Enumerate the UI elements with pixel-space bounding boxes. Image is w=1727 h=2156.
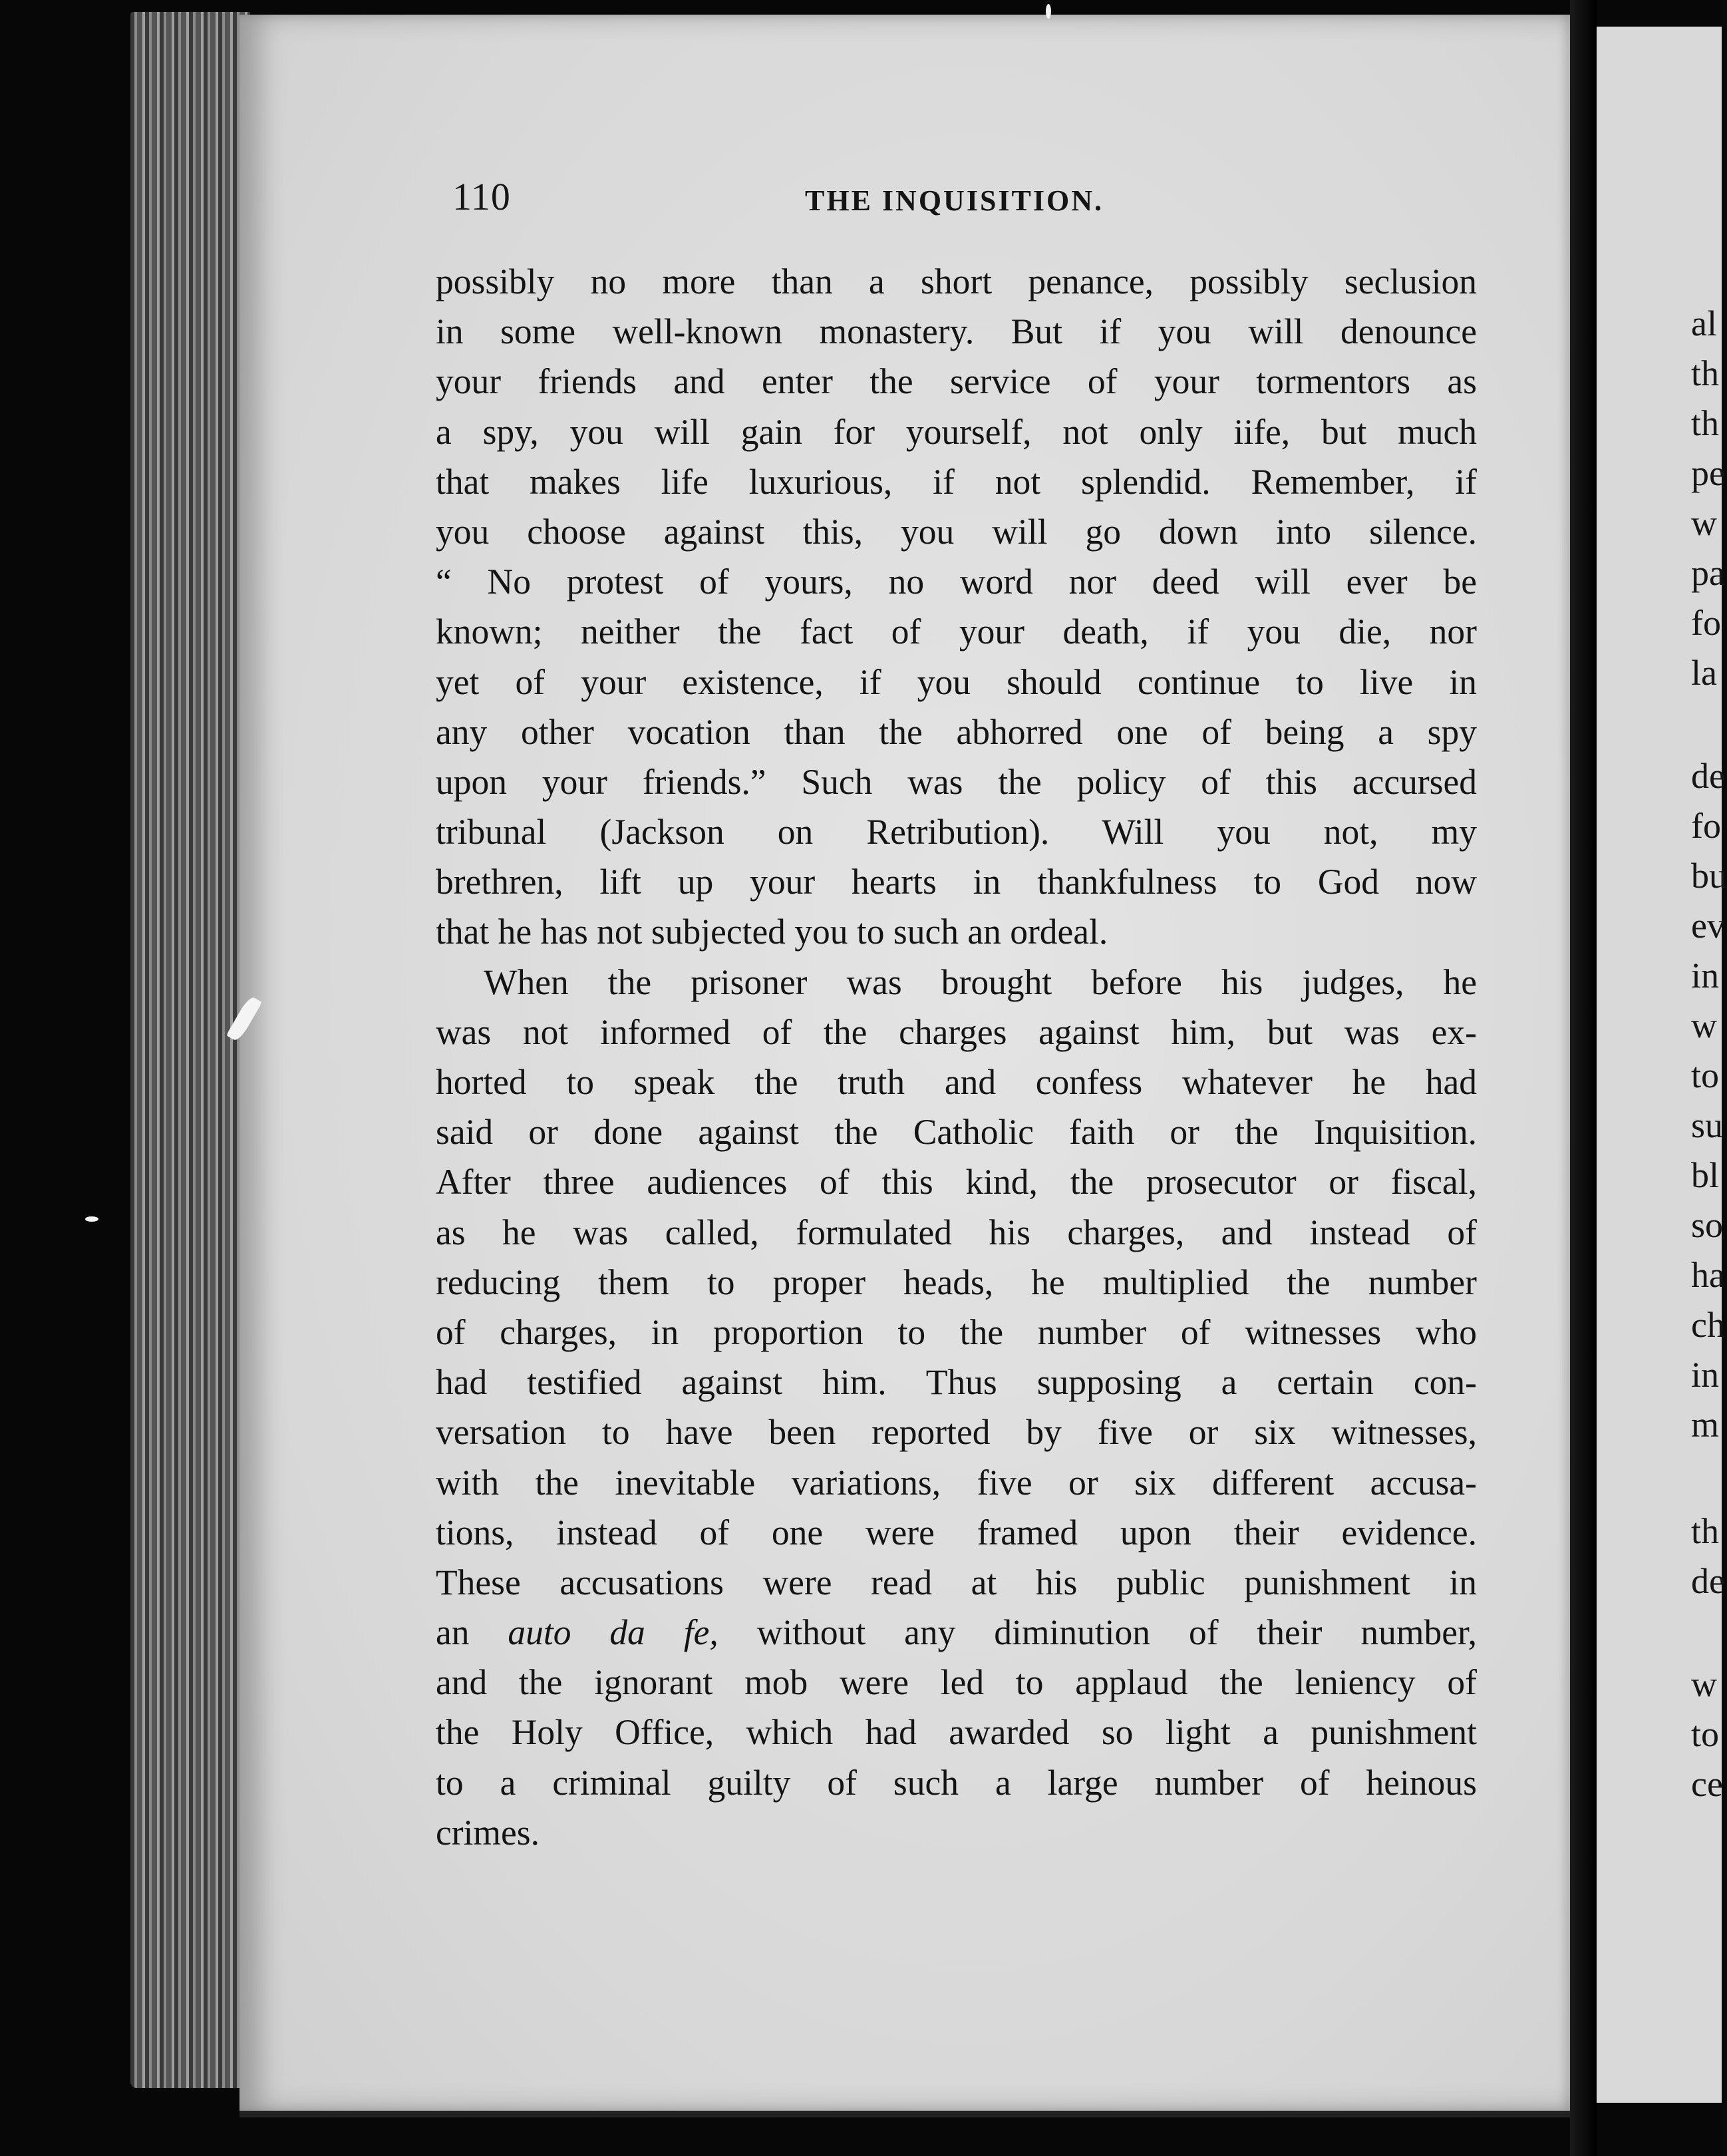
facing-page-fragment: pa: [1691, 553, 1725, 593]
text-line: the Holy Office, which had awarded so light a punishment: [436, 1712, 1477, 1753]
facing-page-fragment: bl: [1691, 1155, 1720, 1195]
text-line-with-italic: [436, 1608, 1477, 1658]
text-line: a spy, you will gain for yourself, not only iife, but much: [436, 411, 1477, 452]
facing-page-fragment: m: [1691, 1405, 1720, 1445]
text-line: in some well-known monastery. But if you will denounce: [436, 311, 1477, 352]
facing-page-fragment: w: [1691, 1005, 1717, 1045]
running-title: THE INQUISITION.: [805, 184, 1104, 217]
facing-page-fragment: su: [1691, 1105, 1724, 1145]
text-line: crimes.: [436, 1812, 540, 1853]
facing-page-fragment: bu: [1691, 856, 1727, 896]
facing-page-fragment: ce: [1691, 1764, 1723, 1804]
text-line: to a criminal guilty of such a large number of heinous: [436, 1762, 1477, 1803]
text-segment: without any diminution of their number,: [718, 1612, 1478, 1653]
paragraph: [436, 958, 1477, 1858]
text-line: horted to speak the truth and confess whatever he had: [436, 1062, 1477, 1102]
facing-page-fragment: to: [1691, 1714, 1720, 1754]
facing-page-fragment: de: [1691, 756, 1725, 796]
page-number: 110: [452, 175, 511, 218]
facing-page-fragment: so: [1691, 1205, 1724, 1245]
text-line: These accusations were read at his public punishment in: [436, 1562, 1477, 1602]
text-line: known; neither the fact of your death, if you die, nor: [436, 612, 1477, 652]
text-line: you choose against this, you will go down into silence.: [436, 511, 1477, 552]
book-gutter: [1570, 0, 1597, 2156]
facing-page-fragment: th: [1691, 353, 1720, 393]
facing-page-fragment: ha: [1691, 1255, 1725, 1295]
text-line: that makes life luxurious, if not splendid. Remember, if: [436, 461, 1477, 502]
text-line: of charges, in proportion to the number of witnesses who: [436, 1312, 1477, 1352]
facing-page-fragment: al: [1691, 303, 1717, 343]
text-line: “ No protest of yours, no word nor deed will ever be: [436, 562, 1477, 602]
text-segment: an: [436, 1612, 508, 1653]
facing-page-fragment: la: [1691, 653, 1717, 693]
text-line: upon your friends.” Such was the policy of this accursed: [436, 761, 1477, 802]
scan-speck: [1046, 4, 1051, 19]
facing-page-fragment: w: [1691, 1664, 1717, 1704]
text-line: tribunal (Jackson on Retribution). Will you not, my: [436, 812, 1477, 852]
text-line: tions, instead of one were framed upon their evidence.: [436, 1512, 1477, 1552]
text-line: brethren, lift up your hearts in thankfulness to God now: [436, 862, 1477, 902]
book-page-edges: [130, 12, 250, 2088]
text-line: reducing them to proper heads, he multiplied the number: [436, 1262, 1477, 1302]
text-line: and the ignorant mob were led to applaud the leniency of: [436, 1662, 1477, 1703]
italic-phrase: auto da fe,: [508, 1612, 718, 1653]
facing-page-fragment: in: [1691, 956, 1720, 995]
facing-page-fragment: fo: [1691, 603, 1721, 643]
facing-page-fragment: w: [1691, 503, 1717, 543]
facing-page-fragment: fo: [1691, 806, 1721, 846]
text-line: possibly no more than a short penance, possibly seclusion: [436, 262, 1477, 301]
facing-page-fragment: ev: [1691, 906, 1725, 946]
text-line: any other vocation than the abhorred one of being a spy: [436, 711, 1477, 752]
text-line: had testified against him. Thus supposing a certain con-: [436, 1362, 1477, 1403]
text-line: yet of your existence, if you should continue to live in: [436, 661, 1477, 702]
text-line: your friends and enter the service of your tormentors as: [436, 361, 1477, 402]
text-line: as he was called, formulated his charges, and instead of: [436, 1212, 1477, 1252]
facing-page: [1597, 27, 1727, 2103]
text-line: was not informed of the charges against him, but was ex-: [436, 1011, 1477, 1052]
facing-page-fragment: th: [1691, 1511, 1720, 1551]
scan-speck: [85, 1216, 98, 1222]
body-text: [436, 257, 1477, 1858]
text-line: After three audiences of this kind, the prosecutor or fiscal,: [436, 1162, 1477, 1202]
text-line: When the prisoner was brought before his judges, he: [484, 962, 1477, 1002]
text-line: with the inevitable variations, five or six different accusa-: [436, 1462, 1477, 1503]
facing-page-fragment: ch: [1691, 1305, 1725, 1345]
paragraph: [436, 257, 1477, 958]
text-line: said or done against the Catholic faith or the Inquisition.: [436, 1112, 1477, 1153]
facing-page-fragment: in: [1691, 1355, 1720, 1395]
running-head: [452, 174, 1503, 228]
facing-page-fragment: to: [1691, 1055, 1720, 1095]
text-line: that he has not subjected you to such an ordeal.: [436, 912, 1108, 952]
text-line: versation to have been reported by five or six witnesses,: [436, 1412, 1477, 1453]
facing-page-fragment: de: [1691, 1561, 1725, 1601]
facing-page-fragment: pe: [1691, 453, 1725, 493]
facing-page-fragment: th: [1691, 403, 1720, 443]
